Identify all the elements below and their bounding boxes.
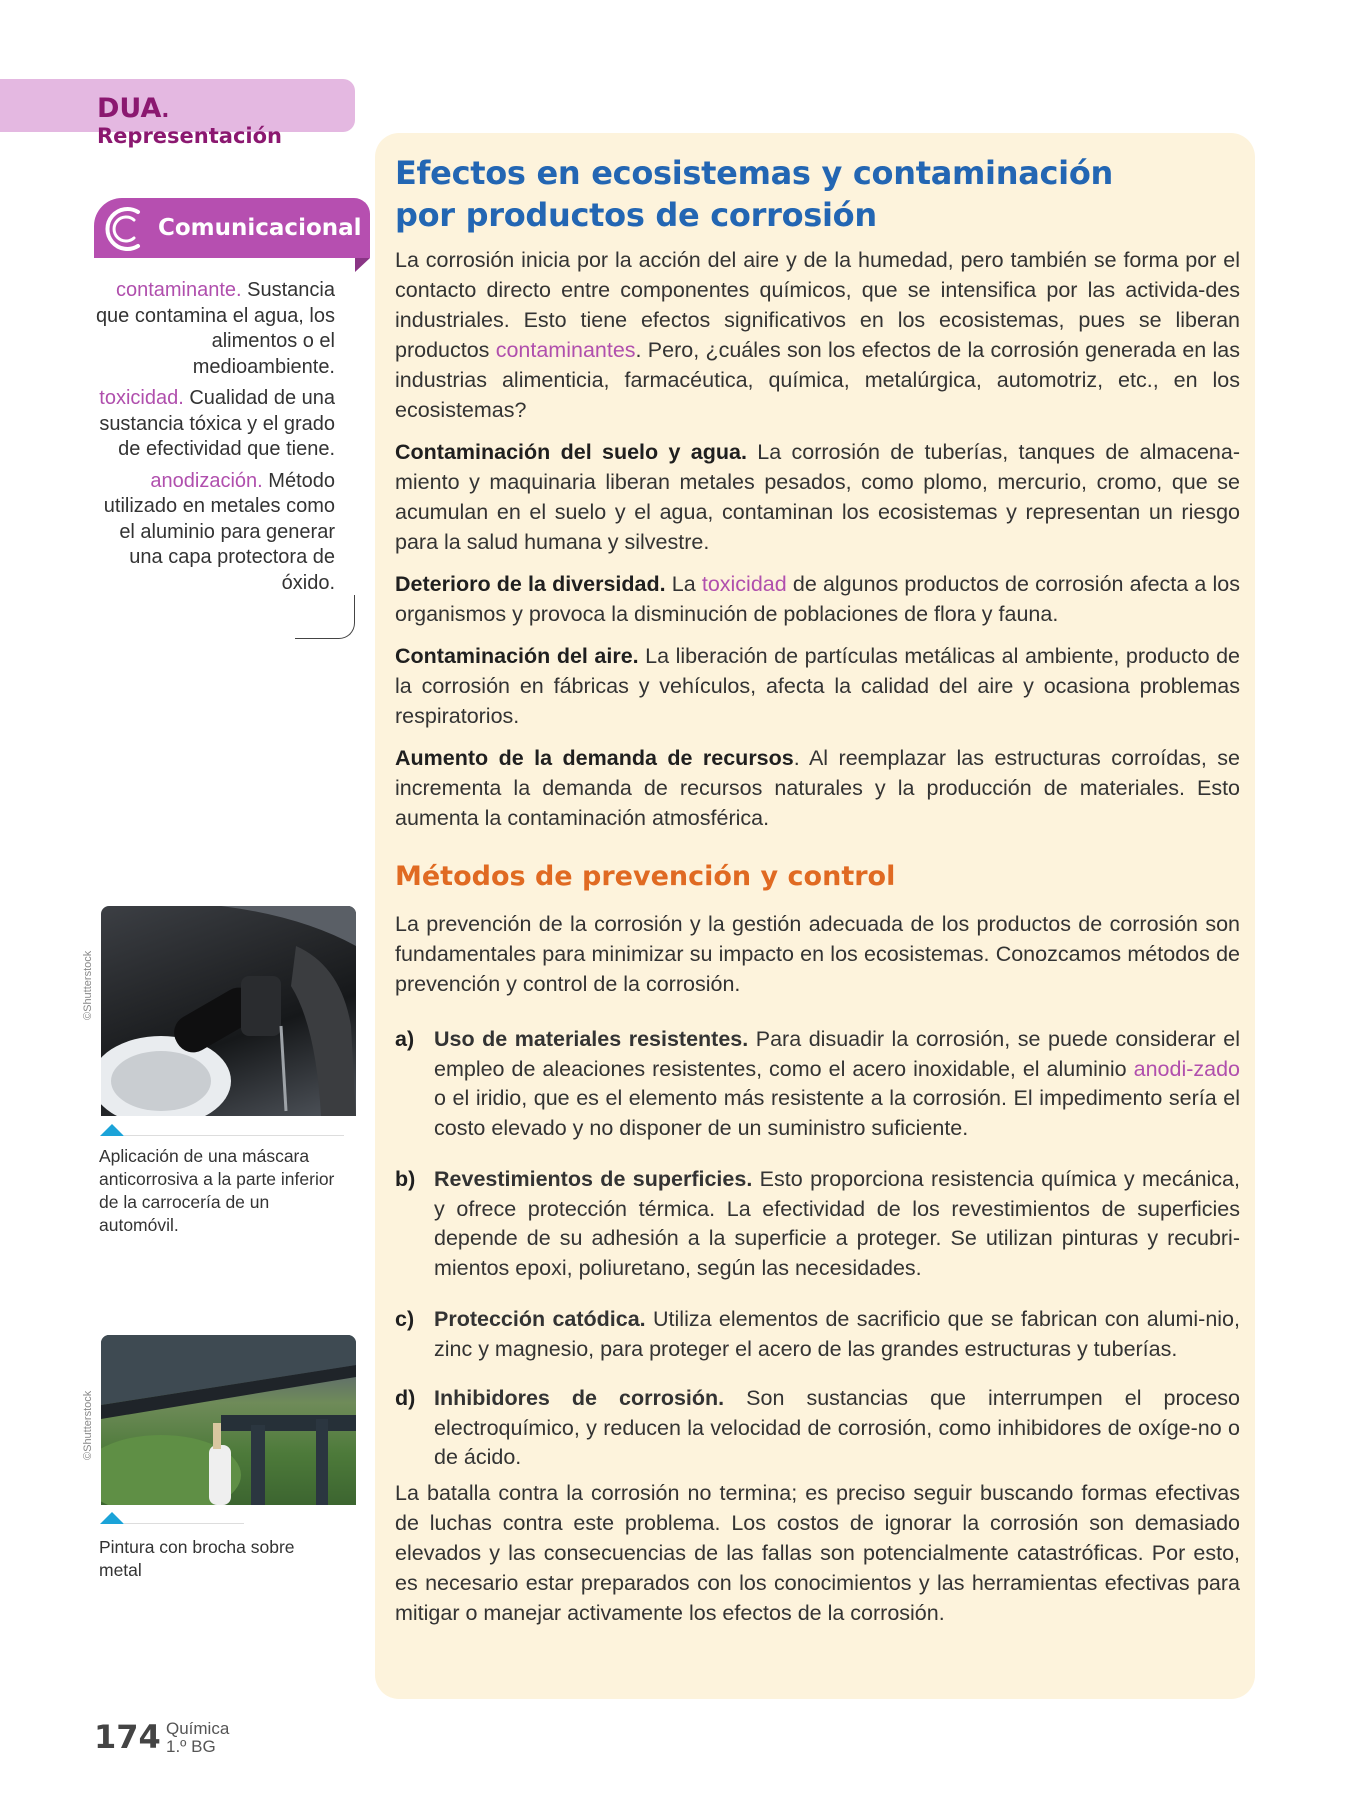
intro-text: . Pero, ¿cuáles son los efectos de la corrosión generada en las industrias alimenticia, farmacéutica, química, metalúrgica, automotriz, etc., en los ecosistemas?	[395, 338, 1240, 422]
main-title	[395, 152, 1235, 236]
paragraph-soil-water	[395, 437, 1240, 557]
glossary-term: anodización.	[150, 469, 263, 492]
section-title: Métodos de prevención y control	[395, 861, 896, 892]
paragraph-diversity	[395, 569, 1240, 629]
paragraph-text: La liberación de partículas metálicas al ambiente, producto de la corrosión en fábricas y vehículos, afecta la calidad del aire y ocasiona problemas respiratorios.	[395, 644, 1240, 728]
list-heading: Inhibidores de corrosión.	[434, 1386, 725, 1410]
intro-paragraph	[395, 245, 1240, 425]
footer-subject	[166, 1720, 229, 1756]
glossary-entry	[95, 469, 335, 597]
caption-marker-icon	[100, 1512, 124, 1524]
glossary-definition: Sustancia que contamina el agua, los alimentos o el medioambiente.	[95, 279, 335, 378]
glossary-term: contaminante.	[115, 279, 242, 301]
list-item-a	[395, 1025, 1240, 1143]
list-heading: Uso de materiales resistentes.	[434, 1027, 749, 1051]
list-body	[434, 1384, 1240, 1473]
caption-divider	[124, 1135, 344, 1136]
spray-gun-illustration	[101, 906, 356, 1116]
page-number: 174	[94, 1718, 161, 1756]
communication-c-icon	[104, 204, 146, 254]
list-body	[434, 1165, 1240, 1283]
glossary-link-contaminantes[interactable]: contaminantes	[495, 338, 636, 362]
intro-text: La corrosión inicia por la acción del aire y de la humedad, pero también se forma por el contacto directo entre componentes químicos, que se intensifica por las activida-des industriales. Esto tiene efectos significativos en los ecosistemas, pues se liberan productos	[395, 248, 1240, 362]
glossary-definition: Cualidad de una sustancia tóxica y el grado de efectividad que tiene.	[99, 387, 335, 460]
photo-brush-painting	[101, 1335, 356, 1505]
paragraph-text: de algunos productos de corrosión afecta a los organismos y provoca la disminución de poblaciones de flora y fauna.	[395, 572, 1240, 626]
list-item-c	[395, 1305, 1240, 1364]
list-text: Utiliza elementos de sacrificio que se fabrican con alumi-nio, zinc y magnesio, para proteger el acero de las grandes estructuras y tuberías.	[434, 1307, 1240, 1361]
paragraph-heading: Contaminación del suelo y agua.	[395, 440, 747, 464]
glossary-fold	[355, 258, 370, 272]
glossary-definition: Método utilizado en metales como el aluminio para generar una capa protectora de óxido.	[103, 469, 335, 594]
glossary-banner	[94, 198, 370, 258]
list-letter: b)	[395, 1167, 416, 1191]
list-text: Para disuadir la corrosión, se puede considerar el empleo de aleaciones resistentes, como el acero inoxidable, el aluminio	[434, 1027, 1240, 1081]
list-heading: Revestimientos de superficies.	[434, 1167, 753, 1191]
glossary-link-toxicidad[interactable]: toxicidad	[701, 572, 787, 596]
photo-credit: ©Shutterstock	[82, 950, 94, 1020]
paragraph-text: La corrosión de tuberías, tanques de almacena-miento y maquinaria liberan metales pesados, como plomo, mercurio, cromo, que se acumulan en el suelo y el agua, contaminan los ecosistemas y representan un riesgo para la salud humana y silvestre.	[395, 440, 1240, 554]
list-item-b	[395, 1165, 1240, 1283]
paragraph-heading: Aumento de la demanda de recursos	[395, 746, 794, 770]
section-intro: La prevención de la corrosión y la gestión adecuada de los productos de corrosión son fundamentales para minimizar su impacto en los ecosistemas. Conozcamos métodos de prevención y control de la corrosión.	[395, 912, 1240, 996]
dua-prefix: DUA	[97, 93, 162, 124]
paragraph-heading: Deterioro de la diversidad.	[395, 572, 666, 596]
brush-painting-illustration	[101, 1335, 356, 1505]
glossary-entry	[95, 386, 335, 463]
list-letter: a)	[395, 1027, 415, 1051]
photo-caption: Aplicación de una máscara anticorrosiva a la parte inferior de la carrocería de un automóvil.	[99, 1146, 335, 1235]
list-letter: c)	[395, 1307, 415, 1331]
glossary-link-anodizado[interactable]: anodi-zado	[1133, 1056, 1240, 1081]
list-text: o el iridio, que es el elemento más resistente a la corrosión. El impedimento sería el costo elevado y no disponer de un suministro suficiente.	[434, 1086, 1240, 1140]
paragraph-heading: Contaminación del aire.	[395, 644, 639, 668]
dua-tab	[0, 79, 355, 148]
glossary-title: Comunicacional	[158, 215, 362, 241]
paragraph-resources	[395, 743, 1240, 833]
list-heading: Protección catódica.	[434, 1307, 646, 1331]
closing-paragraph: La batalla contra la corrosión no termina; es preciso seguir buscando formas efectivas de luchas contra este problema. Los costos de ignorar la corrosión son demasiado elevados y las consecuencias de las fallas son potencialmente catastróficas. Por esto, es necesario estar preparados con los conocimientos y las herramientas efectivas para mitigar o manejar activamente los efectos de la corrosión.	[395, 1481, 1240, 1625]
list-body	[434, 1305, 1240, 1364]
main-title-line: por productos de corrosión	[395, 196, 877, 234]
dua-label: . Representación	[97, 98, 282, 148]
subject-name: Química	[166, 1719, 230, 1738]
list-text: Son sustancias que interrumpen el proceso electroquímico, y reducen la velocidad de corrosión, como inhibidores de oxíge-no o de ácido.	[434, 1386, 1240, 1469]
list-body	[434, 1025, 1240, 1143]
paragraph-text: La	[665, 572, 702, 596]
paragraph-text: . Al reemplazar las estructuras corroídas, se incrementa la demanda de recursos naturales y la producción de materiales. Esto aumenta la contaminación atmosférica.	[395, 746, 1240, 830]
glossary-term: toxicidad.	[99, 387, 184, 409]
list-text: Esto proporciona resistencia química y mecánica, y ofrece protección térmica. La efectividad de los revestimientos de superficies depende de su adhesión a la superficie a proteger. Se utilizan pinturas y recubri-mientos epoxi, poliuretano, según las necesidades.	[434, 1167, 1240, 1280]
glossary-end-bracket	[295, 595, 355, 639]
paragraph-air	[395, 641, 1240, 731]
photo-credit: ©Shutterstock	[82, 1390, 94, 1460]
subject-grade: 1.º BG	[166, 1737, 216, 1756]
caption-marker-icon	[100, 1124, 124, 1136]
caption-divider	[124, 1523, 244, 1524]
list-item-d	[395, 1384, 1240, 1473]
list-letter: d)	[395, 1386, 416, 1410]
photo-car-underbody	[101, 906, 356, 1116]
photo-caption: Pintura con brocha sobre metal	[99, 1537, 295, 1580]
glossary-entry	[95, 278, 335, 380]
main-title-line: Efectos en ecosistemas y contaminación	[395, 154, 1114, 192]
glossary-list	[95, 278, 335, 602]
